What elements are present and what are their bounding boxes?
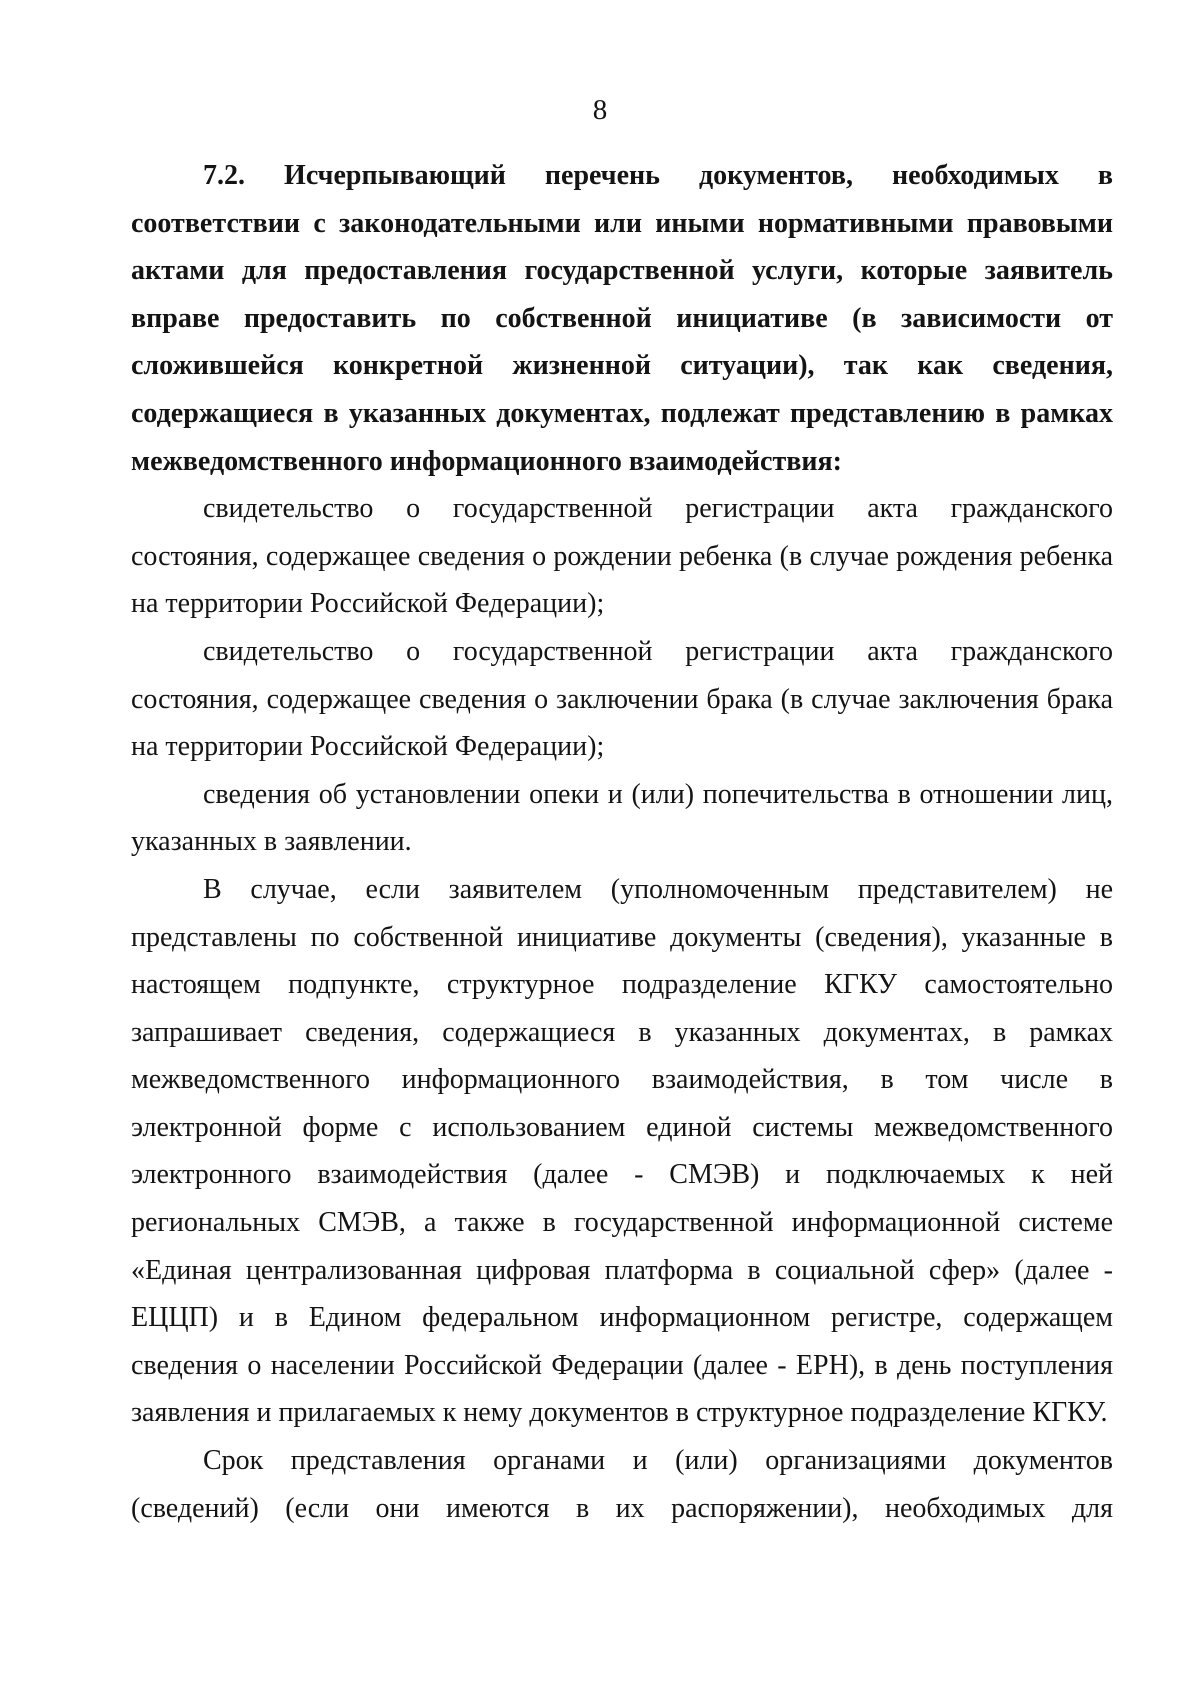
paragraph-marriage-certificate: свидетельство о государственной регистрации акта гражданского состояния, содержащее сведения о заключении брака (в случае заключения брака на территории Российской Федерации);: [131, 635, 1113, 763]
paragraph-birth-certificate: свидетельство о государственной регистрации акта гражданского состояния, содержащее сведения о рождении ребенка (в случае рождения ребенка на территории Российской Федерации);: [131, 493, 1113, 620]
page-number: 8: [592, 94, 608, 126]
paragraph-guardianship: сведения об установлении опеки и (или) попечительства в отношении лиц, указанных в заявлении.: [131, 778, 1113, 858]
document-body: [131, 152, 1113, 1532]
section-heading: 7.2. Исчерпывающий перечень документов, необходимых в соответствии с законодательными или иными нормативными правовыми актами для предоставления государственной услуги, которые заявитель вправе предоставить по собственной инициативе (в зависимости от сложившейся конкретной жизненной ситуации), так как сведения, содержащиеся в указанных документах, подлежат представлению в рамках межведомственного информационного взаимодействия:: [131, 160, 1113, 477]
paragraph-submission-deadline: Срок представления органами и (или) организациями документов (сведений) (если они имеются в их распоряжении), необходимых для: [131, 1445, 1113, 1524]
paragraph-interagency-request: В случае, если заявителем (уполномоченным представителем) не представлены по собственной инициативе документы (сведения), указанные в настоящем подпункте, структурное подразделение КГКУ самостоятельно запрашивает сведения, содержащиеся в указанных документах, в рамках межведомственного информационного взаимодействия, в том числе в электронной форме с использованием единой системы межведомственного электронного взаимодействия (далее - СМЭВ) и подключаемых к ней региональных СМЭВ, а также в государственной информационной системе «Единая централизованная цифровая платформа в социальной сфер» (далее - ЕЦЦП) и в Едином федеральном информационном регистре, содержащем сведения о населении Российской Федерации (далее - ЕРН), в день поступления заявления и прилагаемых к нему документов в структурное подразделение КГКУ.: [131, 873, 1113, 1429]
